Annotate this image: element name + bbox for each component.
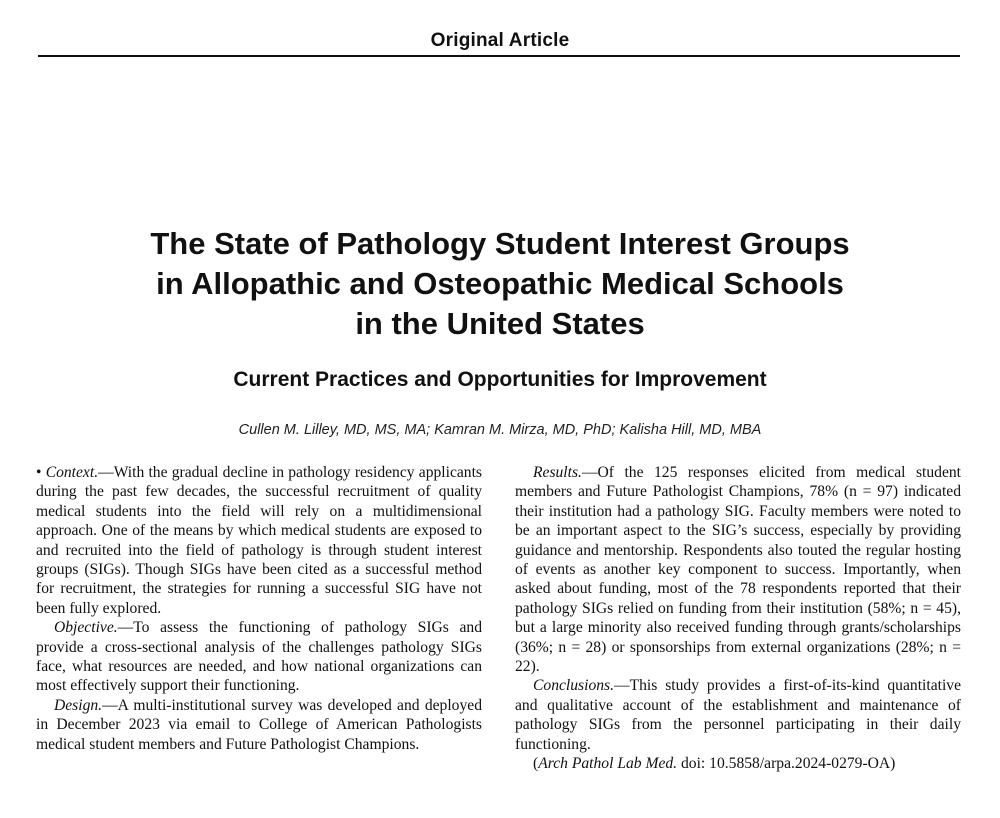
context-heading: Context. (45, 464, 99, 481)
article-title-line-2: in Allopathic and Osteopathic Medical Schools (156, 266, 844, 301)
article-title-line-1: The State of Pathology Student Interest Groups (150, 226, 850, 261)
bullet-icon: • (36, 464, 42, 481)
results-text: —Of the 125 responses elicited from medical student members and Future Pathologist Champions, 78% (n = 97) indicated their institution had a pathology SIG. Faculty members were noted to be an important aspect to the SIG’s success, especially by providing guidance and mentorship. Respondents also touted the regular hosting of events as another key component to success. Importantly, when asked about funding, most of the 78 respondents reported that their pathology SIGs relied on funding from their institution (58%; n = 45), but a large minority also received funding through grants/scholarships (36%; n = 28) or sponsorships from external organizations (28%; n = 22). (515, 464, 961, 676)
results-heading: Results. (533, 464, 582, 481)
abstract-column-right (515, 463, 961, 774)
article-citation (515, 754, 961, 773)
design-heading: Design. (54, 696, 103, 714)
context-text: —With the gradual decline in pathology residency applicants during the past few decades, the successful recruitment of quality medical students into the field will rely on a multidimensional approach. One of the means by which medical students are exposed to and recruited into the field of pathology is through student interest groups (SIGs). Though SIGs have been cited as a successful method for recruitment, the strategies for running a successful SIG have not been fully explored. (36, 464, 482, 617)
conclusions-heading: Conclusions. (533, 677, 615, 695)
author-list: Cullen M. Lilley, MD, MS, MA; Kamran M. Mirza, MD, PhD; Kalisha Hill, MD, MBA (238, 422, 762, 438)
article-title-line-3: in the United States (355, 306, 645, 341)
citation-open: ( (533, 755, 539, 773)
abstract-design (36, 696, 482, 754)
abstract-conclusions (515, 676, 961, 754)
citation-doi: doi: 10.5858/arpa.2024-0279-OA) (677, 755, 896, 773)
conclusions-text: —This study provides a first-of-its-kind quantitative and qualitative account of the establishment and maintenance of pathology SIGs from the personnel participating in their daily functioning. (515, 677, 961, 753)
citation-journal: Arch Pathol Lab Med. (538, 755, 678, 773)
header-divider (38, 55, 960, 57)
design-text: —A multi-institutional survey was developed and deployed in December 2023 via email to College of American Pathologists medical student members and Future Pathologist Champions. (36, 696, 482, 753)
article-subtitle: Current Practices and Opportunities for Improvement (233, 368, 767, 391)
abstract-column-left (36, 463, 482, 754)
abstract-objective (36, 618, 482, 696)
objective-text: —To assess the functioning of pathology SIGs and provide a cross-sectional analysis of the challenges pathology SIGs face, what resources are needed, and how national organizations can most effectively support their functioning. (36, 619, 482, 695)
abstract-context (36, 463, 482, 618)
abstract-results (515, 463, 961, 676)
objective-heading: Objective. (54, 619, 118, 637)
section-label: Original Article (430, 30, 570, 51)
article-title (0, 224, 1000, 344)
